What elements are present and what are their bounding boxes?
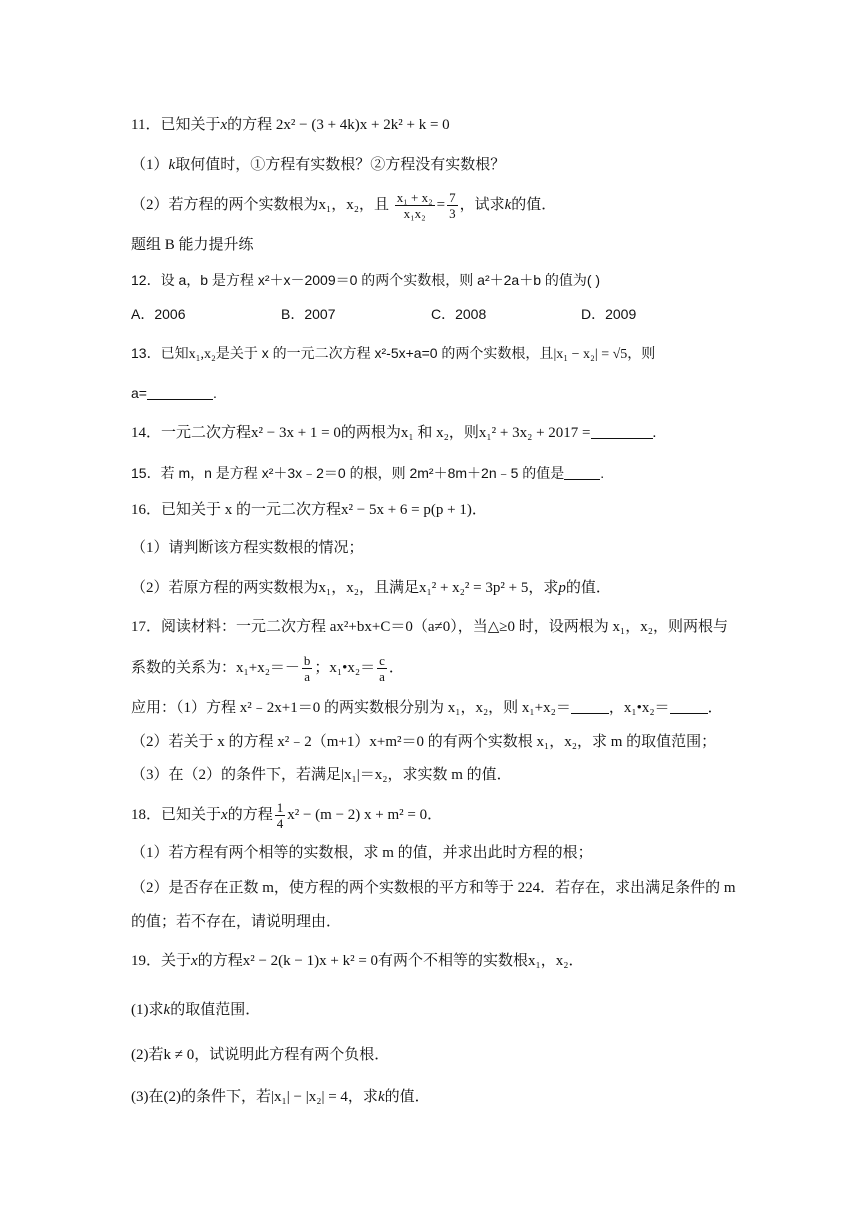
problem-17-application-2: （2）若关于 x 的方程 x²﹣2（m+1）x+m²＝0 的有两个实数根 x₁，x₂，求 m 的取值范围； — [131, 734, 717, 750]
text: ． — [427, 806, 443, 823]
answer-blank — [591, 424, 653, 439]
condition: k ≠ 0 — [163, 1047, 195, 1063]
numerator: 7 — [449, 190, 456, 205]
problem-19-part-1 — [131, 1000, 260, 1020]
denominator: x₁x₂ — [403, 206, 426, 221]
part-number: (2) — [131, 1047, 149, 1063]
equation: |x₁| − |x₂| = 4 — [271, 1089, 348, 1105]
expression: x₁² + 3x₂ + 2017 = — [478, 425, 591, 441]
text: 的值． — [565, 580, 611, 596]
denominator: a — [304, 669, 311, 684]
fraction-one-quarter — [275, 800, 286, 831]
text: 在 — [148, 1089, 164, 1105]
text: （2）若方程的两个实数根为 — [131, 196, 319, 213]
roots: x₁,x₂ — [188, 347, 216, 362]
text: 的条件下，若 — [181, 1089, 272, 1105]
text: 14．一元二次方程 — [131, 425, 252, 441]
problem-15-stem — [131, 463, 604, 483]
text: . — [600, 465, 605, 481]
equation: 2x² − (3 + 4k)x + 2k² + k = 0 — [275, 117, 450, 133]
var-k: k — [377, 1089, 385, 1105]
equation: x² − 2(k − 1)x + k² = 0 — [242, 953, 379, 969]
text: . — [652, 425, 657, 441]
problem-16-stem — [131, 500, 487, 520]
text: ． — [568, 953, 584, 969]
text: 的值． — [511, 196, 557, 213]
text: 16．已知关于 x 的一元二次方程 — [131, 502, 342, 518]
roots: x₁，x₂，且 — [318, 196, 389, 213]
problem-19-part-2 — [131, 1045, 389, 1065]
problem-16-part-2 — [131, 578, 611, 598]
var-p: p — [558, 580, 566, 596]
var-x: x — [221, 806, 228, 823]
answer-blank-sum — [571, 699, 609, 714]
roots: x₁，x₂，且满足 — [318, 580, 419, 596]
equals: = — [436, 196, 446, 213]
text: ，求 — [528, 580, 559, 596]
text: 13．已知 — [131, 345, 189, 361]
text: ，试求 — [459, 196, 505, 213]
problem-19-stem — [131, 951, 584, 971]
problem-11-stem — [131, 115, 450, 135]
part-number: (1) — [131, 1002, 149, 1018]
equation: x² − (m − 2) x + m² = 0 — [287, 806, 428, 823]
text: 应用：（1）方程 x²﹣2x+1＝0 的两实数根分别为 x₁，x₂，则 x₁+x₂＝ — [131, 700, 571, 716]
text: a= — [131, 385, 147, 401]
text: 15．若 m，n 是方程 x²＋3x﹣2＝0 的根，则 2m²＋8m＋2n﹣5 的值是 — [131, 465, 565, 481]
roots: x₁，x₂ — [528, 953, 569, 969]
problem-13-answer-line — [131, 383, 217, 403]
text: ，则 — [448, 425, 479, 441]
problem-17-application-3: （3）在（2）的条件下，若满足|x₁|＝x₂，求实数 m 的值． — [131, 767, 512, 783]
option-d: D．2009 — [581, 306, 637, 322]
denominator: 4 — [276, 816, 284, 831]
numerator: x₁ + x₂ — [396, 190, 433, 205]
problem-17-line-2 — [131, 653, 404, 684]
numerator: 1 — [276, 800, 284, 815]
problem-18-part-2-line-1: （2）是否存在正数 m，使方程的两个实数根的平方和等于 224．若存在，求出满足条件的 m — [131, 880, 736, 896]
problem-14-stem — [131, 423, 656, 443]
problem-19-part-3 — [131, 1087, 430, 1107]
problem-18-part-2-line-2: 的值；若不存在，请说明理由． — [131, 914, 342, 930]
group-b-heading: 题组 B 能力提升练 — [131, 237, 254, 253]
problem-11-part-2 — [131, 190, 556, 221]
problem-11-part-1 — [131, 155, 505, 175]
problem-13-stem — [131, 343, 655, 365]
text: 取何值时，①方程有实数根？②方程没有实数根？ — [175, 157, 506, 173]
fraction-b-over-a — [302, 653, 313, 684]
answer-blank — [147, 385, 213, 400]
denominator: 3 — [449, 206, 456, 221]
text: ，求 — [347, 1089, 378, 1105]
text: ． — [388, 659, 404, 676]
problem-17-line-1: 17．阅读材料：一元二次方程 ax²+bx+C＝0（a≠0），当△≥0 时，设两根为 x₁，x₂，则两根与 — [131, 619, 728, 635]
text: ；x₁•x₂＝ — [314, 659, 376, 676]
text: ，试说明此方程有两个负根． — [194, 1047, 390, 1063]
var-x: x — [220, 117, 228, 133]
text: 有两个不相等的实数根 — [378, 953, 529, 969]
text: ，x₁•x₂＝ — [608, 700, 670, 716]
option-c: C．2008 — [431, 306, 487, 322]
option-a: A．2006 — [131, 306, 186, 322]
text: 若 — [148, 1047, 164, 1063]
fraction-sum-over-product — [395, 190, 435, 221]
equation: x² − 5x + 6 = p(p + 1) — [341, 502, 472, 518]
text: 18．已知关于 — [131, 806, 222, 823]
answer-blank-product — [670, 699, 708, 714]
roots: x₁ 和 x₂ — [400, 425, 449, 441]
abs-difference-expression: |x₁ − x₂| = √5 — [553, 347, 628, 362]
text: 系数的关系为：x₁+x₂＝－ — [131, 659, 300, 676]
text: . — [212, 385, 217, 401]
option-b: B．2007 — [281, 306, 336, 322]
text: 的方程 — [197, 953, 243, 969]
text: 的值． — [384, 1089, 430, 1105]
numerator: c — [379, 653, 385, 668]
var-k: k — [168, 157, 176, 173]
text: （2）若原方程的两实数根为 — [131, 580, 319, 596]
text: 的取值范围． — [170, 1002, 261, 1018]
equation: x² − 3x + 1 = 0 — [251, 425, 341, 441]
text: （1） — [131, 157, 169, 173]
part-number: (3) — [131, 1089, 149, 1105]
problem-12-stem: 12．设 a，b 是方程 x²＋x－2009＝0 的两个实数根，则 a²＋2a＋b 的值为( ) — [131, 272, 601, 288]
text: 19．关于 — [131, 953, 192, 969]
var-x: x — [191, 953, 198, 969]
text: 求 — [148, 1002, 164, 1018]
reference: (2) — [163, 1089, 182, 1105]
var-k: k — [504, 196, 512, 213]
equation: x₁² + x₂² = 3p² + 5 — [418, 580, 529, 596]
text: 的两根为 — [340, 425, 401, 441]
answer-blank — [564, 465, 600, 480]
problem-16-part-1: （1）请判断该方程实数根的情况； — [131, 540, 364, 556]
fraction-c-over-a — [377, 653, 387, 684]
denominator: a — [379, 669, 385, 684]
text: 的方程 — [227, 117, 273, 133]
problem-18-stem — [131, 800, 442, 831]
text: ． — [707, 700, 723, 716]
var-k: k — [163, 1002, 171, 1018]
text: ． — [471, 502, 487, 518]
problem-17-application-1 — [131, 698, 723, 718]
text: 是关于 x 的一元二次方程 x²-5x+a=0 的两个实数根，且 — [215, 345, 554, 361]
problem-18-part-1: （1）若方程有两个相等的实数根，求 m 的值，并求出此时方程的根； — [131, 845, 593, 861]
text: 11．已知关于 — [131, 117, 221, 133]
text: 的方程 — [227, 806, 273, 823]
numerator: b — [303, 653, 311, 668]
text: ，则 — [627, 345, 656, 361]
fraction-seven-thirds — [447, 190, 458, 221]
